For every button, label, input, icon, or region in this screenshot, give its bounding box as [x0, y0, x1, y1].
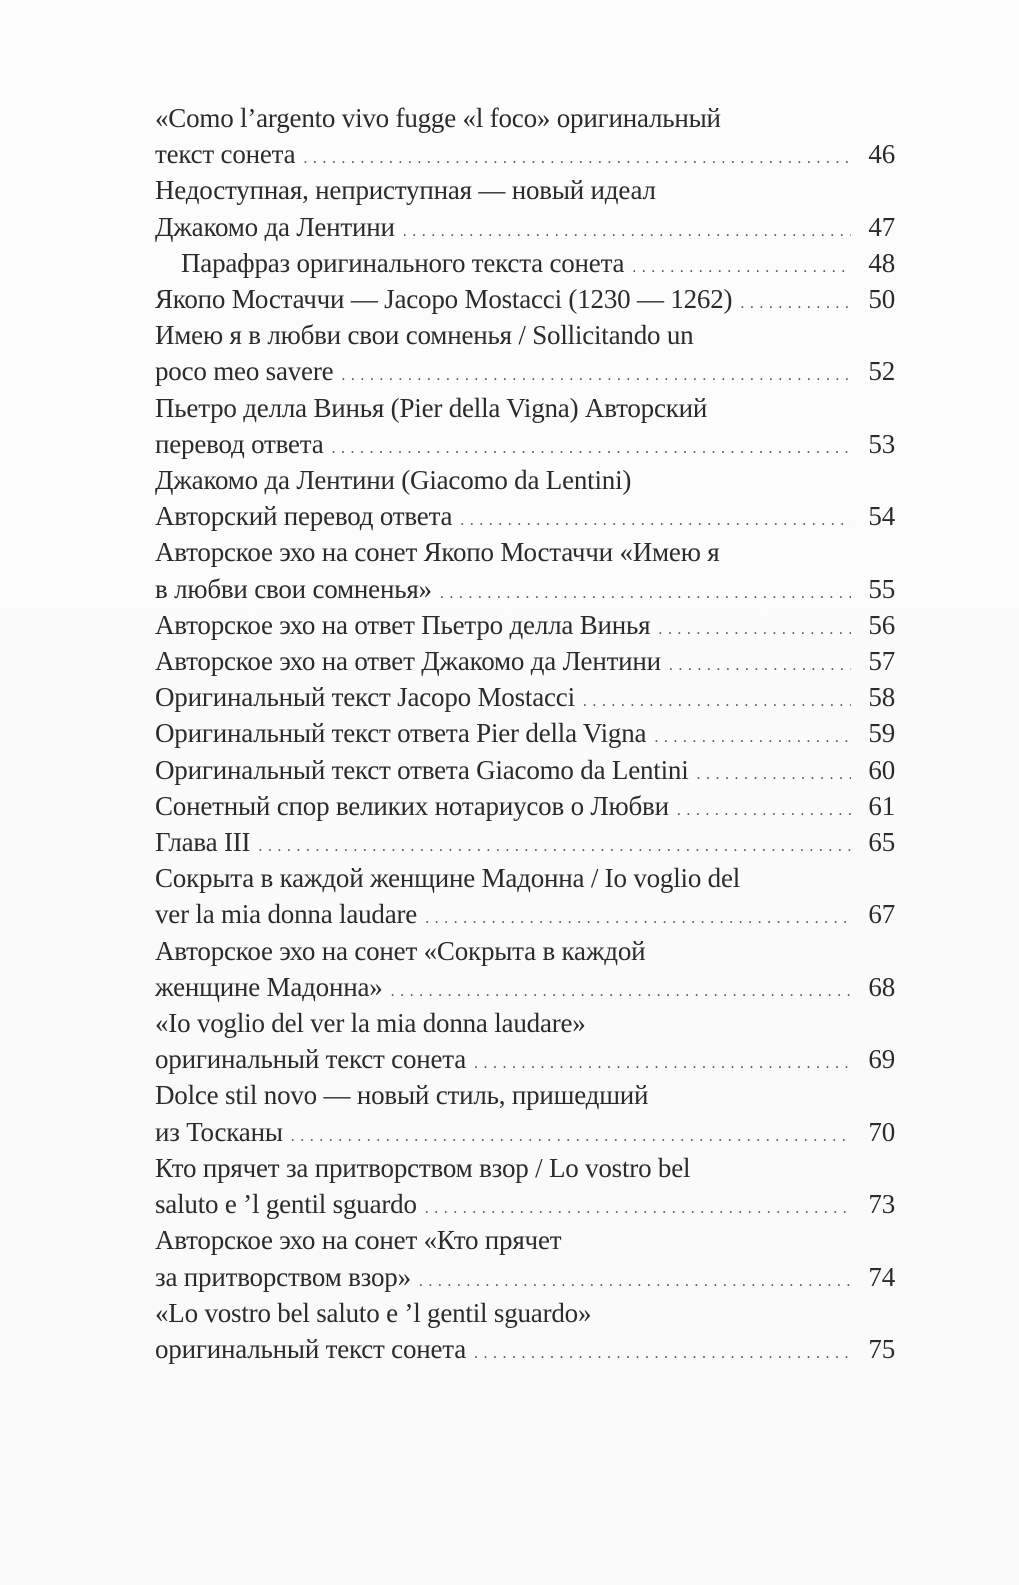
toc-entry-line: Недоступная, неприступная — новый идеал	[155, 175, 656, 206]
page-number: 61	[868, 790, 895, 821]
toc-entry-title: Оригинальный текст ответа Giacomo da Lentini	[155, 754, 689, 785]
toc-entry-line: «Io voglio del ver la mia donna laudare»	[155, 1008, 586, 1039]
toc-entry[interactable]	[155, 1150, 895, 1222]
toc-entry[interactable]	[155, 1295, 895, 1367]
dot-leader	[440, 586, 851, 602]
page-number: 54	[868, 501, 895, 532]
toc-entry-line: Сокрыта в каждой женщине Мадонна / Io voglio del	[155, 863, 741, 894]
dot-leader	[677, 803, 851, 819]
page-number: 52	[868, 356, 895, 387]
toc-entry[interactable]	[155, 100, 895, 172]
dot-leader	[403, 224, 851, 240]
toc-entry-title: saluto e ’l gentil sguardo	[155, 1189, 417, 1220]
page-number: 67	[868, 899, 895, 930]
page-number: 53	[868, 428, 895, 459]
dot-leader	[341, 368, 851, 384]
page-number: 75	[868, 1333, 895, 1364]
toc-entry-title: Сонетный спор великих нотариусов о Любви	[155, 790, 669, 821]
page-number: 50	[868, 284, 895, 315]
dot-leader	[658, 622, 851, 638]
dot-leader	[291, 1129, 851, 1145]
toc-entry-title: оригинальный текст сонета	[155, 1044, 467, 1075]
page-number: 73	[868, 1189, 895, 1220]
dot-leader	[474, 1346, 851, 1362]
dot-leader	[460, 513, 851, 529]
toc-entry-chapter[interactable]	[155, 824, 895, 860]
toc-entry-title: текст сонета	[155, 139, 296, 170]
toc-entry-line: Пьетро делла Винья (Pier della Vigna) Авторский	[155, 392, 708, 423]
toc-entry-title: Джакомо да Лентини	[155, 211, 395, 242]
page-number: 55	[868, 573, 895, 604]
dot-leader	[425, 1201, 851, 1217]
toc-entry[interactable]	[155, 1077, 895, 1149]
toc-entry-title: Якопо Мостаччи — Jacopo Mostacci (1230 — 1262)	[155, 284, 733, 315]
toc-entry-line: Джакомо да Лентини (Giacomo da Lentini)	[155, 465, 632, 496]
dot-leader	[303, 151, 851, 167]
toc-entry-title: Парафраз оригинального текста сонета	[181, 247, 625, 278]
toc-entry[interactable]	[155, 715, 895, 751]
page-number: 59	[868, 718, 895, 749]
toc-entry[interactable]	[155, 679, 895, 715]
toc-entry-title: Оригинальный текст ответа Pier della Vigna	[155, 718, 647, 749]
toc-entry[interactable]	[155, 281, 895, 317]
toc-entry-title: Глава III	[155, 827, 251, 858]
page-number: 69	[868, 1044, 895, 1075]
toc-entry[interactable]	[155, 1222, 895, 1294]
dot-leader	[425, 911, 851, 927]
toc-entry[interactable]	[155, 860, 895, 932]
toc-entry[interactable]	[155, 462, 895, 534]
page-number: 48	[868, 247, 895, 278]
dot-leader	[391, 984, 851, 1000]
dot-leader	[583, 694, 851, 710]
toc-entry-title: Авторское эхо на ответ Джакомо да Лентини	[155, 646, 661, 677]
toc-entry-line: Авторское эхо на сонет «Кто прячет	[155, 1225, 562, 1256]
page-number: 70	[868, 1116, 895, 1147]
toc-entry-title: Оригинальный текст Jacopo Mostacci	[155, 682, 575, 713]
page-number: 58	[868, 682, 895, 713]
toc-entry-line: Авторское эхо на сонет «Сокрыта в каждой	[155, 935, 646, 966]
toc-entry[interactable]	[155, 933, 895, 1005]
toc-entry[interactable]	[155, 788, 895, 824]
dot-leader	[332, 441, 851, 457]
toc-entry-line: Кто прячет за притворством взор / Lo vostro bel	[155, 1152, 691, 1183]
toc-entry[interactable]	[155, 534, 895, 606]
dot-leader	[474, 1056, 851, 1072]
dot-leader	[697, 767, 852, 783]
toc-entry-title: перевод ответа	[155, 428, 324, 459]
toc-entry[interactable]	[155, 245, 895, 281]
page-number: 56	[868, 609, 895, 640]
toc-entry-title: ver la mia donna laudare	[155, 899, 418, 930]
page-number: 57	[868, 646, 895, 677]
toc-entry[interactable]	[155, 172, 895, 244]
page-number: 46	[868, 139, 895, 170]
toc-entry-title: poco meo savere	[155, 356, 334, 387]
toc-entry-line: Имею я в любви свои сомненья / Sollicitando un	[155, 320, 694, 351]
dot-leader	[669, 658, 851, 674]
toc-entry[interactable]	[155, 317, 895, 389]
page-number: 47	[868, 211, 895, 242]
toc-entry-line: Авторское эхо на сонет Якопо Мостаччи «Имею я	[155, 537, 720, 568]
dot-leader	[258, 839, 851, 855]
dot-leader	[654, 730, 851, 746]
page-number: 60	[868, 754, 895, 785]
toc-entry[interactable]	[155, 1005, 895, 1077]
toc-entry[interactable]	[155, 607, 895, 643]
page-number: 65	[868, 827, 895, 858]
toc-entry-title: за притворством взор»	[155, 1261, 411, 1292]
table-of-contents	[155, 100, 895, 1367]
dot-leader	[419, 1274, 851, 1290]
toc-entry-title: из Тосканы	[155, 1116, 283, 1147]
toc-entry-title: Авторский перевод ответа	[155, 501, 453, 532]
toc-entry-title: оригинальный текст сонета	[155, 1333, 467, 1364]
toc-entry[interactable]	[155, 390, 895, 462]
toc-entry[interactable]	[155, 752, 895, 788]
toc-entry-line: Dolce stil novo — новый стиль, пришедший	[155, 1080, 649, 1111]
toc-entry-title: в любви свои сомненья»	[155, 573, 432, 604]
toc-entry-line: «Lo vostro bel saluto e ’l gentil sguardo»	[155, 1297, 592, 1328]
toc-entry-line: «Como l’argento vivo fugge «l foco» оригинальный	[155, 103, 721, 133]
toc-entry[interactable]	[155, 643, 895, 679]
dot-leader	[740, 296, 851, 312]
toc-entry-title: женщине Мадонна»	[155, 971, 383, 1002]
page-number: 74	[868, 1261, 895, 1292]
toc-entry-title: Авторское эхо на ответ Пьетро делла Винья	[155, 609, 651, 640]
dot-leader	[632, 260, 851, 276]
page-number: 68	[868, 971, 895, 1002]
